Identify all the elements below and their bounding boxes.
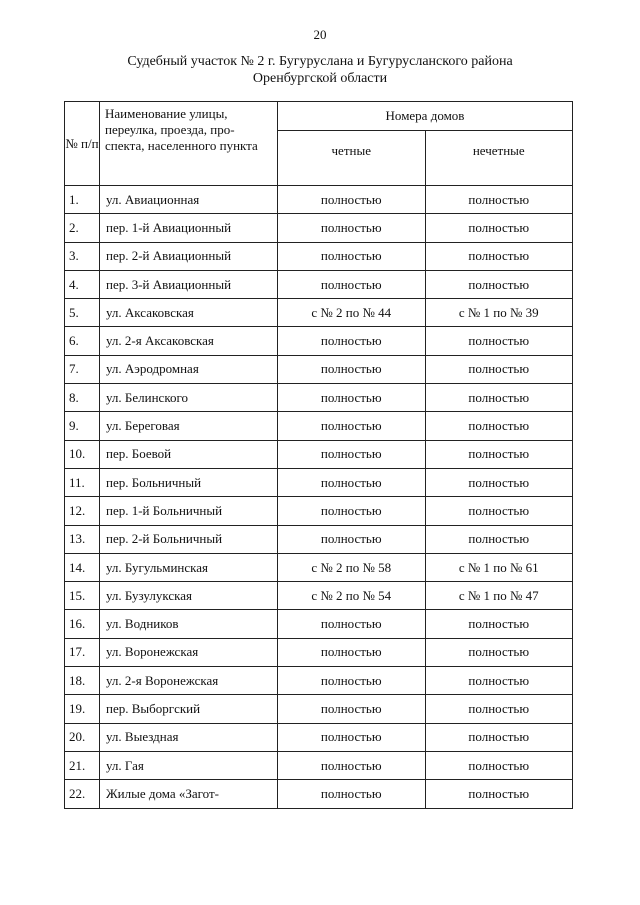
table-row <box>65 723 573 751</box>
odd-numbers: полностью <box>425 723 573 751</box>
row-number: 8. <box>65 384 100 412</box>
even-numbers: полностью <box>278 440 426 468</box>
row-number: 12. <box>65 497 100 525</box>
even-numbers: полностью <box>278 327 426 355</box>
table-row <box>65 525 573 553</box>
table-row <box>65 384 573 412</box>
table-row <box>65 440 573 468</box>
odd-numbers: полностью <box>425 667 573 695</box>
even-numbers: полностью <box>278 780 426 808</box>
odd-numbers: полностью <box>425 468 573 496</box>
street-name: ул. Гая <box>100 751 278 779</box>
even-numbers: полностью <box>278 242 426 270</box>
table-row <box>65 468 573 496</box>
header-houses: Номера домов <box>278 102 573 131</box>
page-number: 20 <box>313 27 327 42</box>
odd-numbers: полностью <box>425 497 573 525</box>
odd-numbers: полностью <box>425 695 573 723</box>
street-name: ул. Бузулукская <box>100 582 278 610</box>
odd-numbers: полностью <box>425 751 573 779</box>
address-table <box>64 101 573 809</box>
street-name: ул. 2-я Воронежская <box>100 667 278 695</box>
row-number: 9. <box>65 412 100 440</box>
table-row <box>65 186 573 214</box>
street-name: пер. 1-й Авиационный <box>100 214 278 242</box>
even-numbers: полностью <box>278 384 426 412</box>
odd-numbers: с № 1 по № 61 <box>425 553 573 581</box>
table-row <box>65 412 573 440</box>
table-row <box>65 327 573 355</box>
odd-numbers: с № 1 по № 47 <box>425 582 573 610</box>
street-name: ул. Авиационная <box>100 186 278 214</box>
even-numbers: полностью <box>278 610 426 638</box>
odd-numbers: полностью <box>425 440 573 468</box>
row-number: 7. <box>65 355 100 383</box>
even-numbers: полностью <box>278 186 426 214</box>
even-numbers: полностью <box>278 667 426 695</box>
row-number: 11. <box>65 468 100 496</box>
row-number: 10. <box>65 440 100 468</box>
even-numbers: с № 2 по № 54 <box>278 582 426 610</box>
even-numbers: полностью <box>278 412 426 440</box>
document-title <box>0 53 640 87</box>
street-name: ул. Бугульминская <box>100 553 278 581</box>
table-row <box>65 242 573 270</box>
odd-numbers: с № 1 по № 39 <box>425 299 573 327</box>
even-numbers: с № 2 по № 58 <box>278 553 426 581</box>
street-name: ул. 2-я Аксаковская <box>100 327 278 355</box>
table-row <box>65 497 573 525</box>
table-row <box>65 610 573 638</box>
street-name: пер. Выборгский <box>100 695 278 723</box>
street-name: пер. 3-й Авиационный <box>100 270 278 298</box>
row-number: 16. <box>65 610 100 638</box>
odd-numbers: полностью <box>425 355 573 383</box>
header-odd: нечетные <box>425 131 573 186</box>
odd-numbers: полностью <box>425 327 573 355</box>
table-row <box>65 667 573 695</box>
table-row <box>65 553 573 581</box>
table-row <box>65 751 573 779</box>
street-name: пер. 2-й Больничный <box>100 525 278 553</box>
row-number: 18. <box>65 667 100 695</box>
odd-numbers: полностью <box>425 610 573 638</box>
row-number: 4. <box>65 270 100 298</box>
title-line-2: Оренбургской области <box>252 71 388 86</box>
row-number: 5. <box>65 299 100 327</box>
table-row <box>65 780 573 808</box>
table-row <box>65 638 573 666</box>
row-number: 1. <box>65 186 100 214</box>
row-number: 6. <box>65 327 100 355</box>
even-numbers: полностью <box>278 355 426 383</box>
street-name: пер. 2-й Авиационный <box>100 242 278 270</box>
street-name: ул. Аксаковская <box>100 299 278 327</box>
row-number: 3. <box>65 242 100 270</box>
row-number: 13. <box>65 525 100 553</box>
title-line-1: Судебный участок № 2 г. Бугуруслана и Бугурусланского района <box>127 54 513 69</box>
street-name: ул. Водников <box>100 610 278 638</box>
street-name: ул. Воронежская <box>100 638 278 666</box>
odd-numbers: полностью <box>425 270 573 298</box>
row-number: 22. <box>65 780 100 808</box>
header-even: четные <box>278 131 426 186</box>
table-row <box>65 582 573 610</box>
table-row <box>65 355 573 383</box>
even-numbers: полностью <box>278 638 426 666</box>
odd-numbers: полностью <box>425 638 573 666</box>
row-number: 19. <box>65 695 100 723</box>
row-number: 15. <box>65 582 100 610</box>
table-row <box>65 214 573 242</box>
even-numbers: полностью <box>278 214 426 242</box>
even-numbers: полностью <box>278 497 426 525</box>
row-number: 17. <box>65 638 100 666</box>
odd-numbers: полностью <box>425 214 573 242</box>
street-name: ул. Белинского <box>100 384 278 412</box>
street-name: пер. 1-й Больничный <box>100 497 278 525</box>
table-row <box>65 270 573 298</box>
street-name: Жилые дома «Загот- <box>100 780 278 808</box>
street-name: ул. Береговая <box>100 412 278 440</box>
row-number: 14. <box>65 553 100 581</box>
table-row <box>65 695 573 723</box>
odd-numbers: полностью <box>425 384 573 412</box>
even-numbers: полностью <box>278 468 426 496</box>
street-name: пер. Боевой <box>100 440 278 468</box>
odd-numbers: полностью <box>425 412 573 440</box>
row-number: 2. <box>65 214 100 242</box>
row-number: 21. <box>65 751 100 779</box>
even-numbers: полностью <box>278 270 426 298</box>
even-numbers: полностью <box>278 525 426 553</box>
table-row <box>65 299 573 327</box>
odd-numbers: полностью <box>425 525 573 553</box>
row-number: 20. <box>65 723 100 751</box>
header-num: № п/п <box>65 102 100 186</box>
street-name: пер. Больничный <box>100 468 278 496</box>
odd-numbers: полностью <box>425 780 573 808</box>
odd-numbers: полностью <box>425 186 573 214</box>
odd-numbers: полностью <box>425 242 573 270</box>
even-numbers: полностью <box>278 751 426 779</box>
street-name: ул. Выездная <box>100 723 278 751</box>
even-numbers: с № 2 по № 44 <box>278 299 426 327</box>
header-name: Наименование улицы, переулка, проезда, про-спекта, населенного пункта <box>100 102 278 186</box>
even-numbers: полностью <box>278 695 426 723</box>
street-name: ул. Аэродромная <box>100 355 278 383</box>
even-numbers: полностью <box>278 723 426 751</box>
table-body <box>65 186 573 809</box>
